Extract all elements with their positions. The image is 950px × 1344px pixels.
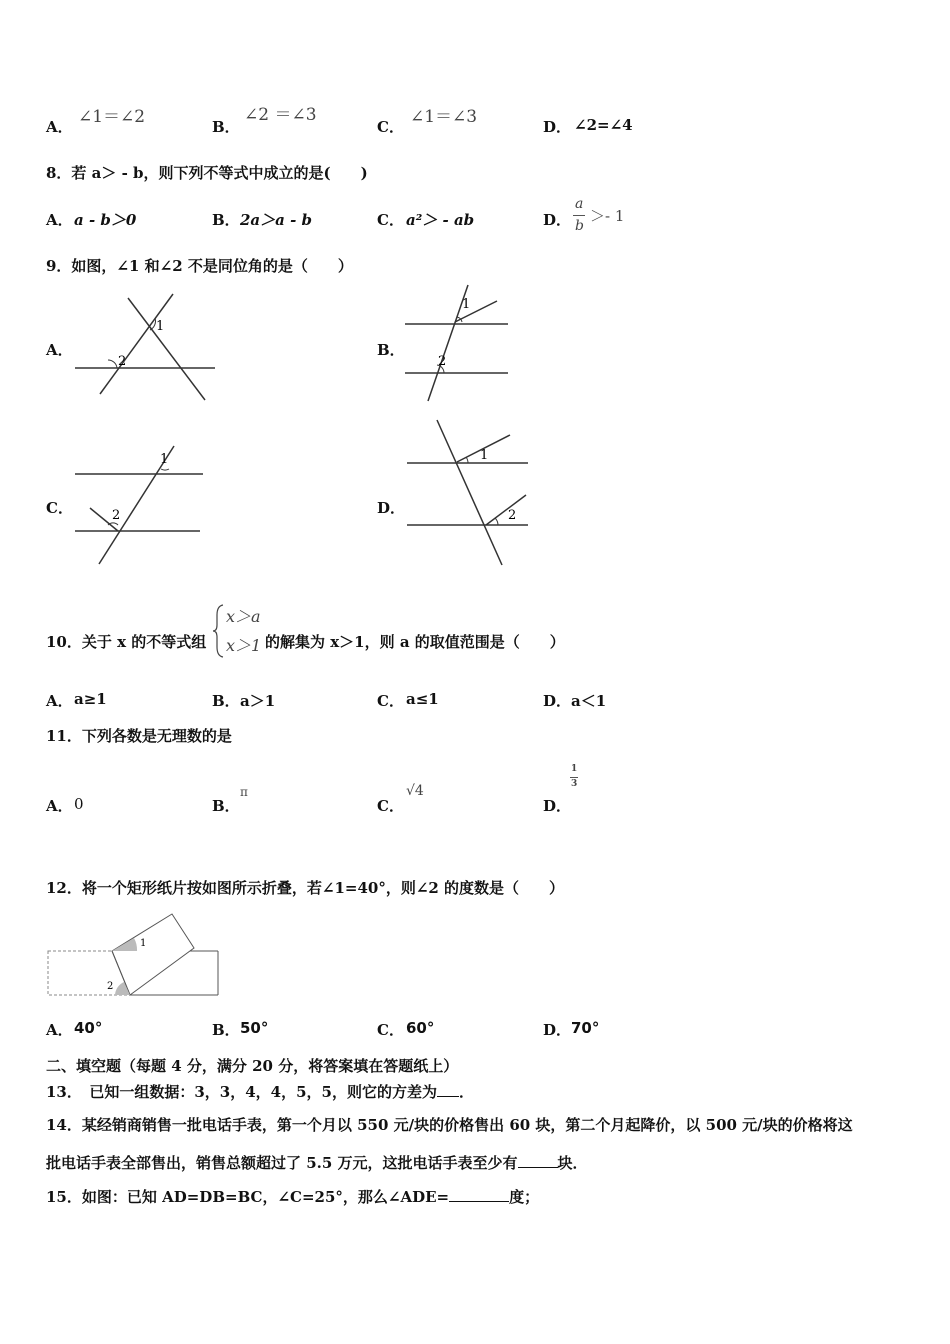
q14-line-2-suffix: 块．: [557, 1154, 588, 1172]
q7-option-c-math: ∠1＝∠3: [410, 107, 478, 127]
q9-figure-a: [70, 290, 220, 405]
q10-system-line-2: x＞1: [226, 636, 262, 655]
q9-option-b-label: B．: [377, 341, 405, 359]
q10-system-brace: [212, 603, 226, 659]
q8-option-b-label: B．: [212, 211, 240, 229]
q14-line-2-prefix: 批电话手表全部售出，销售总额超过了 5.5 万元，这批电话手表至少有: [46, 1154, 518, 1172]
q11-option-d-label: D．: [543, 797, 572, 815]
q12-stem: 12．将一个矩形纸片按如图所示折叠，若∠1=40°，则∠2 的度数是（ ）: [46, 879, 565, 897]
q14-line-2: [46, 1152, 588, 1173]
q14-line-1: 14．某经销商销售一批电话手表，第一个月以 550 元/块的价格售出 60 块，第二个月起降价，以 500 元/块的价格将这: [46, 1116, 853, 1134]
q7-option-b-label: B．: [212, 118, 240, 136]
q10-option-c-text: a≤1: [406, 690, 439, 708]
q9-option-c-label: C．: [46, 499, 73, 517]
q11-option-d-denominator: 3: [571, 779, 578, 789]
q12-option-c-text: 60°: [406, 1019, 435, 1037]
section-title: 二、填空题（每题 4 分，满分 20 分，将答案填在答题纸上）: [46, 1057, 459, 1075]
q8-option-c-label: C．: [377, 211, 404, 229]
q15-answer-blank[interactable]: [449, 1201, 509, 1202]
q11-stem: 11．下列各数是无理数的是: [46, 727, 232, 745]
q14-answer-blank[interactable]: [518, 1167, 558, 1168]
q9-d-angle-1: 1: [480, 448, 489, 463]
q12-option-a-label: A．: [46, 1021, 73, 1039]
q9-c-angle-1: 1: [160, 452, 169, 467]
q11-option-b-label: B．: [212, 797, 240, 815]
q7-option-c-label: C．: [377, 118, 404, 136]
q12-figure: [44, 908, 222, 1000]
q15: [46, 1186, 539, 1207]
q12-angle-1: 1: [140, 938, 147, 949]
q8-option-c-text: a²＞ - ab: [406, 211, 475, 229]
q7-option-b-math: ∠2 ＝∠3: [244, 105, 317, 125]
q9-a-angle-1: 1: [156, 319, 165, 334]
q8-stem: 8．若 a＞ - b，则下列不等式中成立的是( ): [46, 164, 368, 182]
q10-stem-suffix: 的解集为 x＞1，则 a 的取值范围是（ ）: [265, 633, 565, 651]
q9-figure-d: [400, 415, 535, 570]
q11-option-c-label: C．: [377, 797, 404, 815]
q11-option-d-numerator: 1: [571, 764, 578, 774]
q13-prefix: 13． 已知一组数据：3，3，4，4，5，5，则它的方差为: [46, 1083, 437, 1101]
q8-option-d-rest: ＞- 1: [590, 207, 625, 225]
q10-option-b-label: B．: [212, 692, 240, 710]
q8-option-d-numerator: a: [575, 196, 584, 212]
q8-option-d-label: D．: [543, 211, 572, 229]
q10-system-line-1: x＞a: [226, 607, 261, 626]
q11-option-d-fraction-bar: [570, 777, 578, 778]
q9-figure-c: [70, 445, 210, 570]
q8-option-a-label: A．: [46, 211, 73, 229]
q10-option-d-label: D．: [543, 692, 572, 710]
q8-option-d-denominator: b: [575, 218, 584, 234]
q15-prefix: 15．如图：已知 AD=DB=BC，∠C=25°，那么∠ADE=: [46, 1188, 450, 1206]
q9-b-angle-2: 2: [438, 354, 447, 369]
q10-option-b-text: a＞1: [240, 692, 276, 710]
q9-b-angle-1: 1: [462, 297, 471, 312]
q9-figure-b: [400, 283, 515, 405]
q15-suffix: 度；: [509, 1188, 540, 1206]
q7-option-a-math: ∠1＝∠2: [78, 107, 146, 127]
q9-d-angle-2: 2: [508, 508, 517, 523]
q10-option-c-label: C．: [377, 692, 404, 710]
q7-option-d-label: D．: [543, 118, 572, 136]
q7-option-a-label: A．: [46, 118, 73, 136]
q8-option-d-fraction-bar: [573, 215, 585, 216]
q9-option-a-label: A．: [46, 341, 73, 359]
q13: [46, 1081, 474, 1102]
q8-option-a-text: a - b＞0: [74, 211, 137, 229]
q9-option-d-label: D．: [377, 499, 406, 517]
q11-option-b-text: π: [240, 785, 248, 799]
q8-option-b-text: 2a＞a - b: [240, 211, 313, 229]
q9-c-angle-2: 2: [112, 508, 121, 523]
q10-option-a-text: a≥1: [74, 690, 107, 708]
q13-answer-blank[interactable]: [437, 1096, 459, 1097]
q12-option-a-text: 40°: [74, 1019, 103, 1037]
q13-suffix: ．: [459, 1083, 475, 1101]
q9-a-angle-2: 2: [118, 354, 127, 369]
q12-angle-2: 2: [107, 981, 114, 992]
q12-option-d-text: 70°: [571, 1019, 600, 1037]
q12-option-d-label: D．: [543, 1021, 572, 1039]
q11-option-a-label: A．: [46, 797, 73, 815]
q10-option-d-text: a＜1: [571, 692, 607, 710]
q10-option-a-label: A．: [46, 692, 73, 710]
q10-stem-prefix: 10．关于 x 的不等式组: [46, 633, 207, 651]
q12-option-b-label: B．: [212, 1021, 240, 1039]
q7-option-d-text: ∠2=∠4: [574, 116, 633, 134]
q12-option-b-text: 50°: [240, 1019, 269, 1037]
q9-stem: 9．如图，∠1 和∠2 不是同位角的是（ ）: [46, 257, 353, 275]
q12-option-c-label: C．: [377, 1021, 404, 1039]
q11-option-a-text: 0: [74, 795, 84, 813]
q11-option-c-text: √4: [406, 783, 424, 799]
